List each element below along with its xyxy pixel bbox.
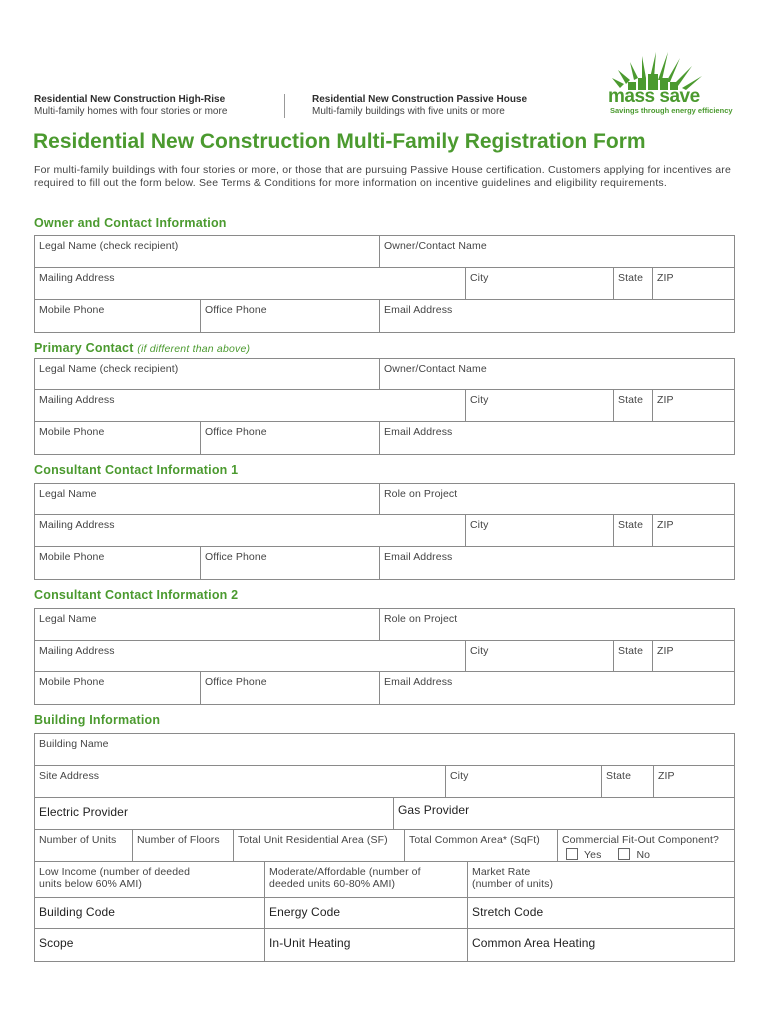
- section-title-text: Primary Contact: [34, 341, 134, 355]
- field-label: Owner/Contact Name: [384, 363, 487, 375]
- consultant2-state-field[interactable]: [613, 641, 652, 671]
- no-label: No: [636, 849, 651, 861]
- field-label: Stretch Code: [472, 905, 544, 919]
- total-unit-area-field[interactable]: [233, 830, 404, 861]
- field-label: Mailing Address: [39, 645, 115, 657]
- consultant-1-form-table: [34, 483, 735, 580]
- consultant1-legal-name-field[interactable]: [35, 484, 379, 514]
- field-label: ZIP: [658, 770, 675, 782]
- energy-code-field[interactable]: [264, 898, 467, 928]
- commercial-fitout-field: [557, 830, 734, 861]
- common-area-heating-field[interactable]: [467, 929, 734, 961]
- number-of-units-field[interactable]: [35, 830, 132, 861]
- primary-contact-form-table: [34, 358, 735, 455]
- consultant1-mobile-phone-field[interactable]: [35, 547, 200, 579]
- section-title-building: Building Information: [34, 713, 161, 727]
- field-label: Email Address: [384, 676, 453, 688]
- owner-mobile-phone-field[interactable]: [35, 300, 200, 332]
- field-label: State: [618, 272, 644, 284]
- field-label: Mobile Phone: [39, 304, 105, 316]
- field-label: Role on Project: [384, 613, 458, 625]
- field-label: Low Income (number of deeded units below 60% AMI): [39, 866, 191, 890]
- field-label: City: [470, 519, 489, 531]
- field-label: City: [470, 394, 489, 406]
- consultant2-legal-name-field[interactable]: [35, 609, 379, 640]
- primary-legal-name-field[interactable]: [35, 359, 379, 389]
- field-label: Legal Name (check recipient): [39, 363, 179, 375]
- field-label: Number of Floors: [137, 834, 220, 846]
- scope-field[interactable]: [35, 929, 264, 961]
- field-label: Mailing Address: [39, 519, 115, 531]
- section-title-primary: [34, 341, 250, 355]
- total-common-area-field[interactable]: [404, 830, 557, 861]
- low-income-field[interactable]: [35, 862, 264, 897]
- stretch-code-field[interactable]: [467, 898, 734, 928]
- owner-contact-name-field[interactable]: [379, 236, 734, 267]
- field-label: Scope: [39, 936, 74, 950]
- owner-zip-field[interactable]: [652, 268, 734, 299]
- yes-label: Yes: [584, 849, 602, 861]
- section-note: (if different than above): [137, 343, 251, 355]
- field-label: Legal Name: [39, 488, 97, 500]
- building-name-field[interactable]: [35, 734, 734, 765]
- field-label: Email Address: [384, 426, 453, 438]
- consultant1-city-field[interactable]: [465, 515, 613, 546]
- owner-city-field[interactable]: [465, 268, 613, 299]
- field-label: Email Address: [384, 551, 453, 563]
- consultant1-office-phone-field[interactable]: [200, 547, 379, 579]
- field-label: Office Phone: [205, 426, 267, 438]
- logo-tagline: Savings through energy efficiency: [610, 106, 733, 115]
- field-label: ZIP: [657, 272, 674, 284]
- owner-email-field[interactable]: [379, 300, 734, 332]
- field-label: City: [470, 272, 489, 284]
- moderate-affordable-field[interactable]: [264, 862, 467, 897]
- field-label: Common Area Heating: [472, 936, 596, 950]
- consultant-2-form-table: [34, 608, 735, 705]
- consultant1-role-field[interactable]: [379, 484, 734, 514]
- header-program-2-subtitle: Multi-family buildings with five units or more: [312, 106, 505, 117]
- field-label: Mailing Address: [39, 394, 115, 406]
- field-label: Energy Code: [269, 905, 341, 919]
- field-label: ZIP: [657, 394, 674, 406]
- intro-text: For multi-family buildings with four stories or more, or those that are pursuing Passive House certification. Customers applying for incentives are required to fill out the form below. See Terms & Conditions for more information on incentive guidelines and eligibility requirements.: [34, 164, 732, 189]
- field-label: Building Code: [39, 905, 116, 919]
- yes-checkbox[interactable]: [566, 848, 578, 860]
- header-program-2-title: Residential New Construction Passive House: [312, 94, 528, 105]
- field-label: Market Rate (number of units): [472, 866, 554, 890]
- primary-zip-field[interactable]: [652, 390, 734, 421]
- consultant1-zip-field[interactable]: [652, 515, 734, 546]
- field-label: Owner/Contact Name: [384, 240, 487, 252]
- field-label: State: [618, 394, 644, 406]
- electric-provider-field[interactable]: [35, 798, 393, 829]
- consultant2-role-field[interactable]: [379, 609, 734, 640]
- primary-contact-name-field[interactable]: [379, 359, 734, 389]
- owner-form-table: [34, 235, 735, 333]
- building-form-table: [34, 733, 735, 962]
- market-rate-field[interactable]: [467, 862, 734, 897]
- consultant1-state-field[interactable]: [613, 515, 652, 546]
- field-label: In-Unit Heating: [269, 936, 351, 950]
- field-label: Office Phone: [205, 551, 267, 563]
- field-label: Email Address: [384, 304, 453, 316]
- field-label: Mobile Phone: [39, 676, 105, 688]
- consultant2-city-field[interactable]: [465, 641, 613, 671]
- field-label: Site Address: [39, 770, 100, 782]
- section-title-owner: Owner and Contact Information: [34, 216, 227, 230]
- owner-mailing-address-field[interactable]: [35, 268, 465, 299]
- building-code-field[interactable]: [35, 898, 264, 928]
- owner-state-field[interactable]: [613, 268, 652, 299]
- field-label: Electric Provider: [39, 805, 129, 819]
- field-label: ZIP: [657, 645, 674, 657]
- field-label: Office Phone: [205, 676, 267, 688]
- field-label: Gas Provider: [398, 803, 470, 817]
- field-label: Legal Name (check recipient): [39, 240, 179, 252]
- primary-city-field[interactable]: [465, 390, 613, 421]
- field-label: Mobile Phone: [39, 551, 105, 563]
- building-city-field[interactable]: [445, 766, 601, 797]
- in-unit-heating-field[interactable]: [264, 929, 467, 961]
- header-divider: [284, 94, 285, 118]
- building-zip-field[interactable]: [653, 766, 734, 797]
- fitout-options: [562, 848, 730, 861]
- consultant2-mobile-phone-field[interactable]: [35, 672, 200, 704]
- field-label: Total Common Area* (SqFt): [409, 834, 540, 846]
- section-title-consultant-1: Consultant Contact Information 1: [34, 463, 239, 477]
- logo-wordmark: mass save: [608, 86, 700, 107]
- field-label: Total Unit Residential Area (SF): [238, 834, 388, 846]
- primary-email-field[interactable]: [379, 422, 734, 454]
- number-of-floors-field[interactable]: [132, 830, 233, 861]
- field-label: State: [618, 519, 644, 531]
- primary-state-field[interactable]: [613, 390, 652, 421]
- building-state-field[interactable]: [601, 766, 653, 797]
- field-label: Role on Project: [384, 488, 458, 500]
- consultant1-mailing-address-field[interactable]: [35, 515, 465, 546]
- primary-office-phone-field[interactable]: [200, 422, 379, 454]
- field-label: State: [606, 770, 632, 782]
- owner-legal-name-field[interactable]: [35, 236, 379, 267]
- field-label: Legal Name: [39, 613, 97, 625]
- primary-mailing-address-field[interactable]: [35, 390, 465, 421]
- field-label: State: [618, 645, 644, 657]
- field-label: Building Name: [39, 738, 109, 750]
- field-label: Moderate/Affordable (number of deeded units 60-80% AMI): [269, 866, 421, 890]
- consultant2-mailing-address-field[interactable]: [35, 641, 465, 671]
- field-label: Commercial Fit-Out Component?: [562, 834, 719, 846]
- consultant2-email-field[interactable]: [379, 672, 734, 704]
- no-checkbox[interactable]: [618, 848, 630, 860]
- primary-mobile-phone-field[interactable]: [35, 422, 200, 454]
- field-label: ZIP: [657, 519, 674, 531]
- consultant2-office-phone-field[interactable]: [200, 672, 379, 704]
- field-label: Number of Units: [39, 834, 117, 846]
- field-label: Mailing Address: [39, 272, 115, 284]
- consultant2-zip-field[interactable]: [652, 641, 734, 671]
- field-label: Office Phone: [205, 304, 267, 316]
- owner-office-phone-field[interactable]: [200, 300, 379, 332]
- header-program-1-subtitle: Multi-family homes with four stories or more: [34, 106, 228, 117]
- page-title: Residential New Construction Multi-Family Registration Form: [33, 130, 646, 153]
- gas-provider-field[interactable]: [393, 798, 734, 829]
- header-program-1-title: Residential New Construction High-Rise: [34, 94, 226, 105]
- site-address-field[interactable]: [35, 766, 445, 797]
- field-label: Mobile Phone: [39, 426, 105, 438]
- field-label: City: [470, 645, 489, 657]
- field-label: City: [450, 770, 469, 782]
- section-title-consultant-2: Consultant Contact Information 2: [34, 588, 239, 602]
- consultant1-email-field[interactable]: [379, 547, 734, 579]
